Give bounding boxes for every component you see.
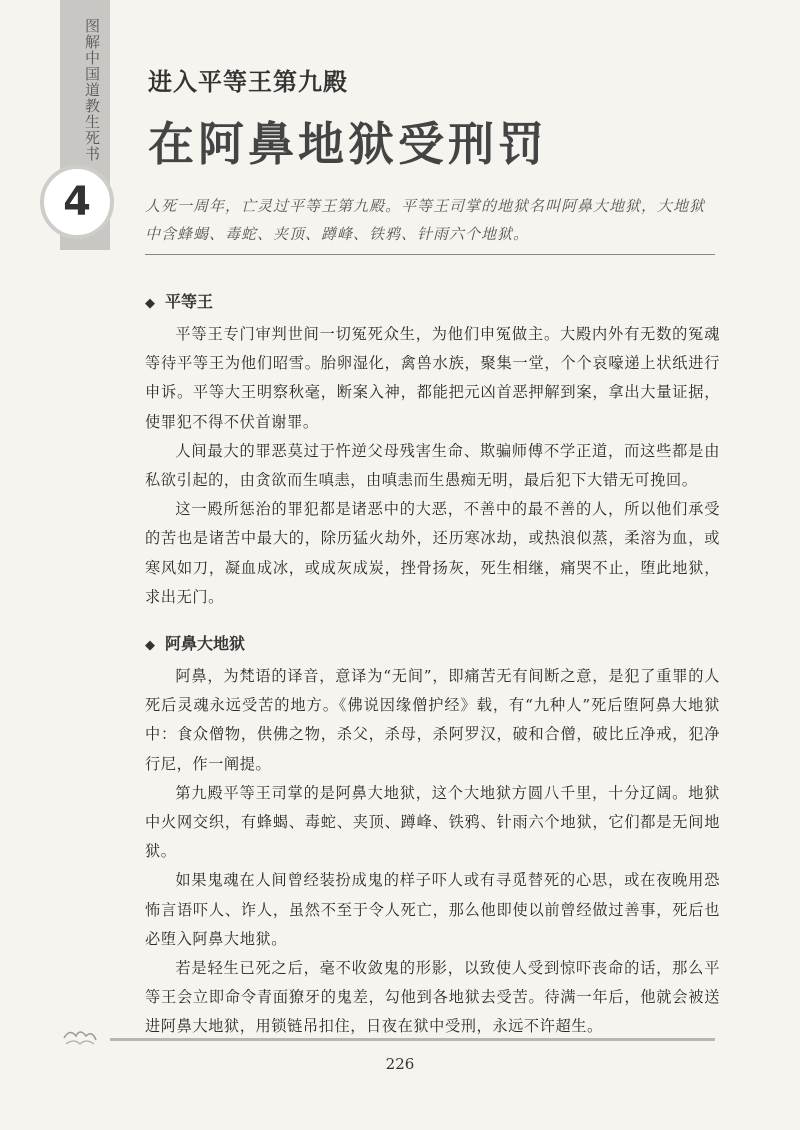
chapter-badge [40,165,114,239]
page-number: 226 [385,1055,415,1073]
chapter-number: 4 [63,179,91,225]
paragraph: 阿鼻，为梵语的译音，意译为“无间”，即痛苦无有间断之意，是犯了重罪的人死后灵魂永远受苦的地方。《佛说因缘僧护经》载，有“九种人”死后堕阿鼻大地狱中：食众僧物，供佛之物，杀父，杀母，杀阿罗汉，破和合僧，破比丘净戒，犯净行尼，作一阐提。 [145,667,720,773]
footer-rule [110,1038,715,1041]
paragraph: 人间最大的罪恶莫过于忤逆父母残害生命、欺骗师傅不学正道，而这些都是由私欲引起的，由贪欲而生嗔恚，由嗔恚而生愚痴无明，最后犯下大错无可挽回。 [145,441,720,490]
paragraph: 平等王专门审判世间一切冤死众生，为他们申冤做主。大殿内外有无数的冤魂等待平等王为他们昭雪。胎卵湿化，禽兽水族，聚集一堂，个个哀嚎递上状纸进行申诉。平等大王明察秋毫，断案入神，都能把元凶首恶押解到案，拿出大量证据，使罪犯不得不伏首谢罪。 [145,325,720,431]
intro-text: 人死一周年，亡灵过平等王第九殿。平等王司掌的地狱名叫阿鼻大地狱，大地狱中含蜂蝎、毒蛇、夹顶、蹲峰、铁鸦、针雨六个地狱。 [145,197,706,243]
paragraph: 这一殿所惩治的罪犯都是诸恶中的大恶，不善中的最不善的人，所以他们承受的苦也是诸苦中最大的，除历猛火劫外，还历寒冰劫，或热浪似蒸，柔溶为血，或寒风如刀，凝血成冰，或成灰成炭，挫骨扬灰，死生相继，痛哭不止，堕此地狱，求出无门。 [145,500,720,606]
cloud-ornament-icon [60,1020,100,1050]
body-content [145,280,720,1042]
book-title: 图解中国道教生死书 [83,18,101,162]
paragraph: 第九殿平等王司掌的是阿鼻大地狱，这个大地狱方圆八千里，十分辽阔。地狱中火网交织，有蜂蝎、毒蛇、夹顶、蹲峰、铁鸦、针雨六个地狱，它们都是无间地狱。 [145,783,720,861]
page-title: 在阿鼻地狱受刑罚 [148,117,548,171]
paragraph: 若是轻生已死之后，毫不收敛鬼的形影，以致使人受到惊吓丧命的话，那么平等王会立即命令青面獠牙的鬼差，勾他到各地狱去受苦。待满一年后，他就会被送进阿鼻大地狱，用锁链吊扣住，日夜在狱中受刑，永远不许超生。 [145,959,720,1036]
paragraph: 如果鬼魂在人间曾经装扮成鬼的样子吓人或有寻觅替死的心思，或在夜晚用恐怖言语吓人、诈人，虽然不至于令人死亡，那么他即使以前曾经做过善事，死后也必堕入阿鼻大地狱。 [145,871,720,948]
section-heading: ◆ 平等王 [145,288,720,316]
diamond-icon: ◆ [145,296,155,311]
page-subtitle: 进入平等王第九殿 [148,68,348,96]
diamond-icon: ◆ [145,638,155,654]
divider [145,254,715,255]
section-heading: ◆ 阿鼻大地狱 [145,630,720,658]
